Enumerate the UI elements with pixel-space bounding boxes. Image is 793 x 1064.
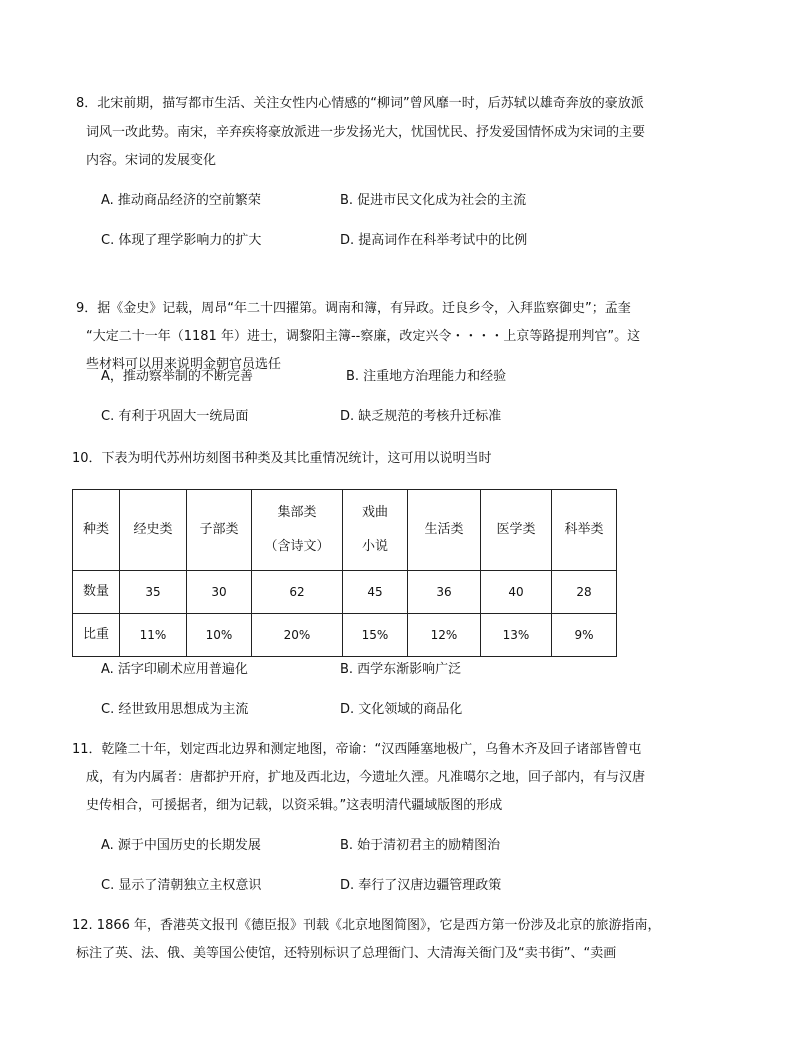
q9-option-a[interactable]: A，推动察举制的不断完善 [101, 369, 253, 384]
share-cell: 9% [552, 614, 617, 657]
share-cell: 15% [343, 614, 408, 657]
q10-stem: 10．下表为明代苏州坊刻图书种类及其比重情况统计，这可用以说明当时 [72, 451, 492, 466]
header-cell-collections [252, 490, 343, 571]
q11-option-a[interactable]: A. 源于中国历史的长期发展 [101, 838, 261, 853]
q11-option-c[interactable]: C. 显示了清朝独立主权意识 [101, 878, 262, 893]
share-cell: 13% [481, 614, 552, 657]
q12-stem-line-2: 标注了英、法、俄、美等国公使馆，还特别标识了总理衙门、大清海关衙门及“卖书街”、“卖画 [76, 946, 617, 961]
q10-option-a[interactable]: A. 活字印刷术应用普遍化 [101, 662, 248, 677]
q9-option-b[interactable]: B. 注重地方治理能力和经验 [346, 369, 507, 384]
quantity-cell: 45 [343, 571, 408, 614]
q10-option-d[interactable]: D. 文化领域的商品化 [340, 702, 463, 717]
quantity-cell: 30 [187, 571, 252, 614]
header-cell-classics-history: 经史类 [120, 490, 187, 571]
q11-option-b[interactable]: B. 始于清初君主的励精图治 [340, 838, 501, 853]
row-label-quantity: 数量 [73, 571, 120, 614]
share-cell: 10% [187, 614, 252, 657]
q8-option-c[interactable]: C. 体现了理学影响力的扩大 [101, 233, 262, 248]
q9-option-c[interactable]: C. 有利于巩固大一统局面 [101, 409, 249, 424]
q11-option-d[interactable]: D. 奉行了汉唐边疆管理政策 [340, 878, 502, 893]
q11-stem-line-1: 11．乾隆二十年，划定西北边界和测定地图，帝谕：“汉西陲塞地极广，乌鲁木齐及回子诸部皆曾屯 [72, 742, 642, 757]
q11-stem-line-2: 成，有为内属者：唐都护开府，扩地及西北边，今遗址久湮。凡准噶尔之地，回子部内，有与汉唐 [86, 770, 646, 785]
q9-stem-line-2: “大定二十一年（1181 年）进士，调黎阳主簿--察廉，改定兴令・・・・上京等路提刑判官”。这 [86, 329, 641, 344]
header-drama-line-1: 戏曲 [361, 505, 388, 520]
header-cell-medicine: 医学类 [481, 490, 552, 571]
header-cell-drama-fiction [343, 490, 408, 571]
table-row-quantity [73, 571, 617, 614]
quantity-cell: 62 [252, 571, 343, 614]
q9-stem-line-3: 些材料可以用来说明金朝官员选任 [86, 357, 282, 372]
q12-stem-line-1: 12. 1866 年，香港英文报刊《德臣报》刊载《北京地图简图》，它是西方第一份涉及北京的旅游指南， [72, 918, 661, 933]
q8-option-d[interactable]: D. 提高词作在科举考试中的比例 [340, 233, 528, 248]
header-cell-examination: 科举类 [552, 490, 617, 571]
q9-option-d[interactable]: D. 缺乏规范的考核升迁标准 [340, 409, 502, 424]
header-collections-line-1: 集部类 [277, 505, 317, 520]
table-row-share [73, 614, 617, 657]
header-drama-line-2: 小说 [361, 539, 388, 554]
q8-stem-line-1: 8．北宋前期，描写都市生活、关注女性内心情感的“柳词”曾风靡一时，后苏轼以雄奇奔放的豪放派 [76, 96, 644, 111]
share-cell: 12% [408, 614, 481, 657]
q11-stem-line-3: 史传相合，可援据者，细为记载，以资采辑。”这表明清代疆域版图的形成 [86, 798, 503, 813]
q10-option-c[interactable]: C. 经世致用思想成为主流 [101, 702, 249, 717]
quantity-cell: 36 [408, 571, 481, 614]
share-cell: 20% [252, 614, 343, 657]
header-cell-philosophy: 子部类 [187, 490, 252, 571]
quantity-cell: 35 [120, 571, 187, 614]
q8-option-a[interactable]: A. 推动商品经济的空前繁荣 [101, 193, 261, 208]
table-header-row [73, 490, 617, 571]
header-cell-daily-life: 生活类 [408, 490, 481, 571]
q8-stem-line-2: 词风一改此势。南宋，辛弃疾将豪放派进一步发扬光大，忧国忧民、抒发爱国情怀成为宋词的主要 [86, 125, 646, 140]
q9-stem-line-1: 9．据《金史》记载，周昂“年二十四擢第。调南和簿，有异政。迁良乡令，入拜监察御史”；孟奎 [76, 301, 631, 316]
header-cell-category: 种类 [73, 490, 120, 571]
quantity-cell: 28 [552, 571, 617, 614]
q8-stem-line-3: 内容。宋词的发展变化 [86, 153, 217, 168]
header-collections-line-2: （含诗文） [264, 539, 330, 554]
q10-option-b[interactable]: B. 西学东渐影响广泛 [340, 662, 462, 677]
quantity-cell: 40 [481, 571, 552, 614]
share-cell: 11% [120, 614, 187, 657]
row-label-share: 比重 [73, 614, 120, 657]
book-statistics-table [72, 489, 617, 657]
q8-option-b[interactable]: B. 促进市民文化成为社会的主流 [340, 193, 527, 208]
